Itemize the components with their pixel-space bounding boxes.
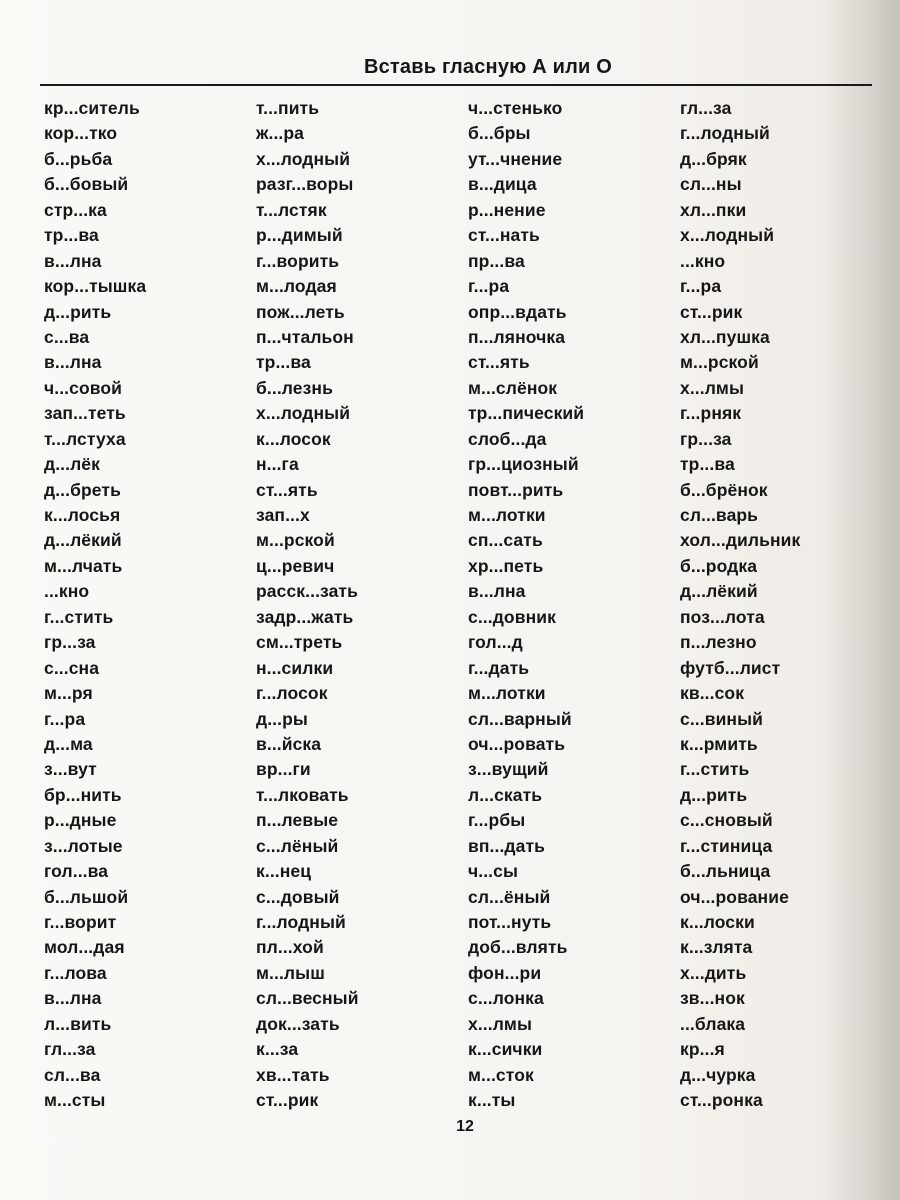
exercise-word: х...лодный — [256, 148, 351, 169]
exercise-word: ст...ять — [468, 352, 530, 373]
exercise-word: х...лмы — [468, 1013, 533, 1034]
exercise-word: к...лоски — [680, 912, 755, 932]
exercise-word: б...бры — [468, 123, 531, 144]
exercise-word: м...ря — [44, 683, 93, 704]
exercise-word: хр...петь — [468, 555, 544, 576]
exercise-word: д...рить — [44, 301, 112, 322]
exercise-word: з...лотые — [44, 835, 123, 856]
exercise-word: р...димый — [256, 225, 343, 246]
exercise-word: гол...ва — [44, 861, 109, 882]
exercise-word: т...пить — [256, 98, 320, 118]
exercise-word: слоб...да — [468, 428, 547, 449]
exercise-word: сл...ёный — [468, 886, 551, 907]
exercise-word: гр...за — [680, 428, 732, 449]
exercise-word: вр...ги — [256, 759, 311, 780]
header-rule — [40, 84, 872, 86]
exercise-word: гл...за — [44, 1039, 96, 1060]
exercise-word: ж...ра — [256, 123, 305, 144]
exercise-word: в...лна — [468, 581, 526, 602]
exercise-word: т...лстяк — [256, 199, 327, 220]
exercise-word: к...лосок — [256, 428, 331, 449]
exercise-word: опр...вдать — [468, 301, 567, 322]
exercise-word: г...ворит — [44, 912, 117, 932]
exercise-word: ...кно — [44, 581, 90, 602]
exercise-word: поз...лота — [680, 606, 765, 627]
exercise-word: б...родка — [680, 555, 758, 576]
exercise-word: зап...теть — [44, 403, 126, 424]
exercise-word: м...рской — [680, 352, 759, 373]
exercise-word: кр...ситель — [44, 98, 140, 118]
exercise-word: расск...зать — [256, 581, 358, 602]
word-columns — [0, 96, 900, 1111]
exercise-word: с...сновый — [680, 810, 773, 831]
exercise-header — [40, 52, 872, 86]
exercise-word: х...лодный — [256, 403, 351, 424]
word-column-2 — [256, 96, 461, 1114]
exercise-word: б...льшой — [44, 886, 129, 907]
exercise-word: с...виный — [680, 708, 764, 729]
exercise-word: д...чурка — [680, 1064, 756, 1085]
exercise-word: тр...ва — [256, 352, 311, 373]
exercise-word: доб...влять — [468, 937, 568, 958]
exercise-word: г...ворить — [256, 250, 340, 271]
exercise-word: г...ра — [44, 708, 86, 729]
exercise-word: ст...ять — [256, 479, 318, 500]
exercise-word: м...сток — [468, 1064, 534, 1085]
exercise-word: к...ты — [468, 1090, 516, 1111]
exercise-word: зв...нок — [680, 988, 745, 1009]
exercise-word: в...йска — [256, 733, 322, 754]
exercise-word: д...ма — [44, 733, 93, 754]
exercise-word: пл...хой — [256, 937, 324, 958]
exercise-word: д...рить — [680, 784, 748, 805]
exercise-word: х...дить — [680, 962, 747, 983]
exercise-word: ст...рик — [256, 1090, 319, 1111]
exercise-word: оч...рование — [680, 886, 789, 907]
exercise-title: Вставь гласную А или О — [363, 56, 612, 78]
exercise-word: ...кно — [680, 250, 726, 271]
exercise-word: д...ры — [256, 708, 308, 729]
exercise-word: м...лодая — [256, 276, 337, 297]
exercise-word: кв...сок — [680, 683, 745, 704]
exercise-word: г...стить — [44, 606, 114, 627]
exercise-word: ут...чнение — [468, 148, 563, 169]
exercise-word: пот...нуть — [468, 912, 552, 932]
exercise-word: б...льница — [680, 861, 771, 882]
exercise-word: с...сна — [44, 657, 100, 678]
exercise-word: з...вут — [44, 759, 97, 780]
exercise-word: ст...ронка — [680, 1090, 763, 1111]
exercise-word: сл...весный — [256, 988, 359, 1009]
exercise-word: ч...совой — [44, 377, 123, 398]
exercise-word: г...лова — [44, 962, 107, 983]
exercise-word: сл...ны — [680, 174, 742, 195]
word-column-4 — [680, 96, 885, 1114]
exercise-word: фон...ри — [468, 962, 542, 983]
exercise-word: мол...дая — [44, 937, 125, 958]
exercise-word: г...ра — [468, 276, 510, 297]
page-number: 12 — [456, 1118, 474, 1135]
exercise-word: в...лна — [44, 352, 102, 373]
exercise-word: вп...дать — [468, 835, 545, 856]
exercise-word: хл...пки — [680, 199, 747, 220]
exercise-word: хол...дильник — [680, 530, 801, 551]
exercise-word: к...злята — [680, 937, 753, 958]
exercise-word: п...лезно — [680, 632, 757, 653]
exercise-word: хл...пушка — [680, 326, 770, 347]
exercise-word: ч...сы — [468, 861, 519, 882]
exercise-word: г...стиница — [680, 835, 773, 856]
exercise-word: д...бреть — [44, 479, 121, 500]
exercise-word: хв...тать — [256, 1064, 330, 1085]
exercise-word: гл...за — [680, 98, 732, 118]
exercise-word: м...сты — [44, 1090, 106, 1111]
exercise-word: г...ра — [680, 276, 722, 297]
exercise-word: м...лыш — [256, 962, 325, 983]
exercise-word: сл...варь — [680, 505, 759, 525]
exercise-word: ц...ревич — [256, 555, 335, 576]
exercise-word: р...нение — [468, 199, 546, 220]
exercise-word: с...довник — [468, 606, 556, 627]
exercise-word: гр...циозный — [468, 454, 579, 475]
exercise-word: м...лчать — [44, 555, 123, 576]
exercise-word: г...лодный — [256, 912, 346, 932]
exercise-word: к...за — [256, 1039, 299, 1060]
exercise-word: д...лёкий — [680, 581, 758, 602]
exercise-word: к...сички — [468, 1039, 543, 1060]
exercise-word: тр...пический — [468, 403, 585, 424]
exercise-word: н...силки — [256, 657, 334, 678]
exercise-word: б...бовый — [44, 174, 129, 195]
exercise-word: гр...за — [44, 632, 96, 653]
exercise-word: п...чтальон — [256, 326, 354, 347]
exercise-word: ст...нать — [468, 225, 540, 246]
exercise-word: в...лна — [44, 988, 102, 1009]
word-column-1 — [44, 96, 249, 1114]
exercise-word: кор...тышка — [44, 276, 147, 297]
exercise-word: в...дица — [468, 174, 537, 195]
exercise-word: ч...стенько — [468, 98, 563, 118]
exercise-word: повт...рить — [468, 479, 564, 500]
exercise-word: х...лодный — [680, 225, 775, 246]
exercise-word: б...рьба — [44, 148, 113, 169]
exercise-word: г...рбы — [468, 810, 526, 831]
exercise-word: тр...ва — [680, 454, 735, 475]
exercise-word: тр...ва — [44, 225, 99, 246]
exercise-word: кр...я — [680, 1039, 725, 1060]
exercise-word: х...лмы — [680, 377, 745, 398]
exercise-word: п...левые — [256, 810, 339, 831]
exercise-word: с...довый — [256, 886, 340, 907]
exercise-word: стр...ка — [44, 199, 107, 220]
exercise-word: сл...ва — [44, 1064, 101, 1085]
exercise-word: л...вить — [44, 1013, 112, 1034]
exercise-word: р...дные — [44, 810, 117, 831]
exercise-word: с...ва — [44, 326, 90, 347]
exercise-word: зап...х — [256, 505, 310, 525]
exercise-word: г...лосок — [256, 683, 328, 704]
exercise-word: гол...д — [468, 632, 523, 653]
exercise-word: з...вущий — [468, 759, 549, 780]
exercise-word: д...лёк — [44, 454, 101, 475]
exercise-word: сл...варный — [468, 708, 572, 729]
exercise-word: г...рняк — [680, 403, 742, 424]
exercise-word: т...лстуха — [44, 428, 126, 449]
exercise-word: см...треть — [256, 632, 343, 653]
exercise-word: кор...тко — [44, 123, 118, 144]
exercise-word: оч...ровать — [468, 733, 566, 754]
exercise-word: л...скать — [468, 784, 543, 805]
exercise-word: к...рмить — [680, 733, 758, 754]
exercise-word: бр...нить — [44, 784, 122, 805]
exercise-word: п...ляночка — [468, 326, 566, 347]
exercise-word: сп...сать — [468, 530, 543, 551]
exercise-word: с...лонка — [468, 988, 544, 1009]
exercise-word: м...слёнок — [468, 377, 558, 398]
exercise-word: к...лосья — [44, 505, 121, 525]
exercise-word: ст...рик — [680, 301, 743, 322]
exercise-word: г...лодный — [680, 123, 770, 144]
exercise-word: в...лна — [44, 250, 102, 271]
exercise-word: ...блака — [680, 1013, 746, 1034]
exercise-word: разг...воры — [256, 174, 354, 195]
exercise-word: м...лотки — [468, 683, 546, 704]
exercise-word: г...стить — [680, 759, 750, 780]
exercise-word: док...зать — [256, 1013, 340, 1034]
exercise-word: н...га — [256, 454, 299, 475]
exercise-word: к...нец — [256, 861, 312, 882]
exercise-word: т...лковать — [256, 784, 349, 805]
exercise-word: с...лёный — [256, 835, 339, 856]
exercise-word: д...бряк — [680, 148, 747, 169]
exercise-word: пож...леть — [256, 301, 345, 322]
exercise-word: б...брёнок — [680, 479, 768, 500]
exercise-word: г...дать — [468, 657, 530, 678]
exercise-word: футб...лист — [680, 657, 781, 678]
exercise-word: задр...жать — [256, 606, 354, 627]
exercise-word: пр...ва — [468, 250, 525, 271]
exercise-word: м...лотки — [468, 505, 546, 525]
exercise-word: б...лезнь — [256, 377, 333, 398]
word-column-3 — [468, 96, 673, 1114]
exercise-word: м...рской — [256, 530, 335, 551]
exercise-word: д...лёкий — [44, 530, 122, 551]
